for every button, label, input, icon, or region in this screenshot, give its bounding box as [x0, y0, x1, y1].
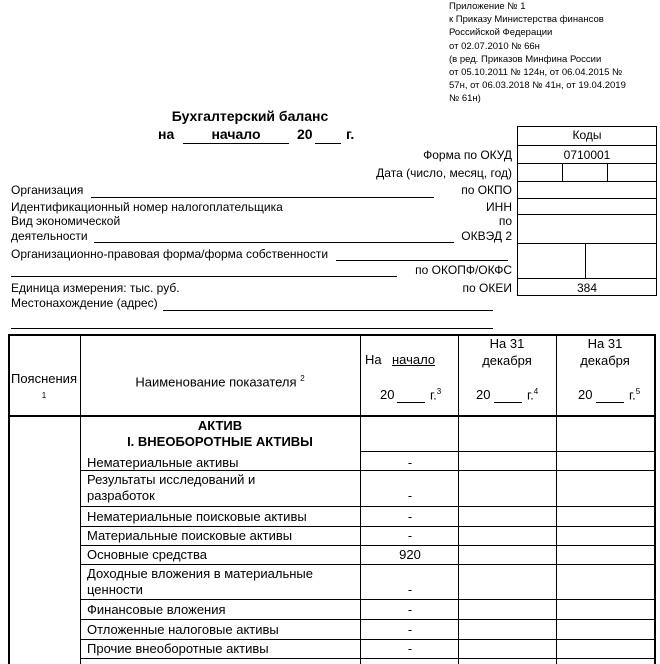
row-label-rnd-1: Результаты исследований и	[87, 472, 256, 487]
row-divider	[80, 564, 654, 565]
row-divider	[80, 470, 654, 471]
activity-label-1: Вид экономической	[11, 214, 121, 228]
date-label: Дата (число, месяц, год)	[376, 166, 512, 180]
date-divider	[562, 163, 563, 181]
col5-year: 20	[578, 387, 593, 402]
col3-year-line[interactable]	[397, 402, 425, 403]
col5-line2: декабря	[580, 353, 630, 368]
okved-label-2: ОКВЭД 2	[461, 229, 512, 243]
col5-sup: 5	[635, 387, 641, 396]
row-label-fixed-assets: Основные средства	[87, 547, 207, 562]
legal-form-label: Организационно-правовая форма/форма собственности	[11, 247, 329, 261]
date-divider	[607, 163, 608, 181]
col5-g	[629, 387, 640, 402]
title-na: на	[158, 126, 175, 142]
col5-line1: На 31	[587, 336, 623, 351]
approval-line: Российской Федерации	[449, 27, 553, 39]
row-label-intangible-exploration: Нематериальные поисковые активы	[87, 509, 307, 524]
org-label: Организация	[11, 183, 84, 197]
section-noncurrent: I. ВНЕОБОРОТНЫЕ АКТИВЫ	[127, 434, 313, 449]
codes-divider	[517, 181, 657, 182]
okpo-label: по ОКПО	[461, 183, 512, 197]
col5-g-text: г.	[629, 387, 636, 403]
row-label-intangible: Нематериальные активы	[87, 455, 239, 470]
codes-divider	[517, 243, 657, 244]
okud-label: Форма по ОКУД	[423, 148, 512, 162]
approval-line: Приложение № 1	[449, 1, 526, 12]
col-divider	[458, 334, 459, 664]
col5-header	[556, 335, 654, 369]
title-period[interactable]: начало	[211, 126, 261, 142]
document-title: Бухгалтерский баланс	[171, 108, 329, 124]
col-name-text: Наименование показателя	[135, 374, 297, 390]
okei-value: 384	[576, 281, 598, 295]
col-divider	[556, 334, 557, 664]
col-name-header	[80, 370, 360, 390]
col3-period: начало	[392, 352, 436, 367]
period-underline	[183, 143, 289, 144]
row-value-deferred-tax[interactable]: -	[407, 622, 413, 637]
row-divider	[360, 451, 654, 452]
title-g: г.	[346, 126, 355, 142]
header-divider	[8, 415, 655, 417]
col3-na: На	[365, 352, 382, 367]
unit-label: Единица измерения: тыс. руб.	[11, 281, 180, 295]
row-value-intangible-exploration[interactable]: -	[407, 509, 413, 524]
col4-line1: На 31	[489, 336, 525, 351]
table-border-right	[654, 334, 656, 664]
row-value-intangible[interactable]: -	[407, 455, 413, 470]
row-value-other-noncurrent[interactable]: -	[407, 641, 413, 656]
row-value-fixed-assets[interactable]: 920	[399, 547, 421, 562]
row-divider	[80, 639, 654, 640]
codes-header: Коды	[572, 128, 602, 142]
col3-g-text: г.	[430, 387, 437, 403]
approval-line: от 02.07.2010 № 66н	[449, 40, 540, 52]
title-year: 20	[297, 126, 313, 142]
col4-year: 20	[476, 387, 491, 402]
activity-input-line[interactable]	[94, 242, 454, 243]
col-notes-sup: 1	[41, 391, 47, 400]
row-divider	[80, 599, 654, 600]
row-value-income-investments[interactable]: -	[407, 582, 413, 597]
col4-g-text: г.	[527, 387, 534, 403]
row-divider	[80, 545, 654, 546]
okud-value: 0710001	[563, 148, 611, 162]
col3-sup: 3	[436, 387, 442, 396]
address-label: Местонахождение (адрес)	[11, 296, 158, 310]
inn-label: ИНН	[486, 200, 512, 214]
approval-line: к Приказу Министерства финансов	[449, 14, 604, 26]
section-aktiv: АКТИВ	[197, 418, 243, 433]
approval-block	[449, 0, 626, 106]
okei-label: по ОКЕИ	[462, 281, 512, 295]
legal-form-input-line[interactable]	[336, 260, 508, 261]
approval-line: (в ред. Приказов Минфина России	[449, 53, 602, 65]
legal-form-input-line-2[interactable]	[11, 276, 397, 277]
codes-divider	[517, 163, 657, 164]
codes-divider	[517, 198, 657, 199]
col3-year: 20	[380, 387, 395, 402]
row-divider	[80, 619, 654, 620]
col4-year-line[interactable]	[494, 402, 522, 403]
codes-divider	[517, 278, 657, 279]
col-name-sup: 2	[300, 374, 305, 383]
col4-header	[458, 335, 556, 369]
inn-field-label: Идентификационный номер налогоплательщика	[11, 200, 283, 214]
okopf-divider	[585, 243, 586, 278]
row-label-income-investments-1: Доходные вложения в материальные	[87, 566, 313, 581]
address-input-line-2[interactable]	[11, 328, 493, 329]
col3-g	[430, 387, 441, 402]
col-divider	[360, 334, 361, 664]
row-label-rnd-2: разработок	[87, 488, 155, 503]
row-value-rnd[interactable]: -	[407, 488, 413, 503]
col4-line2: декабря	[482, 353, 532, 368]
address-input-line[interactable]	[163, 310, 493, 311]
approval-line: 57н, от 06.03.2018 № 41н, от 19.04.2019	[449, 80, 626, 92]
codes-divider	[517, 214, 657, 215]
year-underline[interactable]	[315, 143, 341, 144]
row-label-tangible-exploration: Материальные поисковые активы	[87, 528, 293, 543]
row-label-income-investments-2: ценности	[87, 582, 143, 597]
col-notes-text: Пояснения	[10, 371, 77, 386]
col5-year-line[interactable]	[596, 402, 624, 403]
org-input-line[interactable]	[91, 197, 434, 198]
col4-g	[527, 387, 538, 402]
col4-sup: 4	[533, 387, 539, 396]
row-value-financial-investments[interactable]: -	[407, 602, 413, 617]
row-label-financial-investments: Финансовые вложения	[87, 602, 226, 617]
col-notes-header	[8, 370, 80, 407]
row-divider	[80, 526, 654, 527]
activity-label-2: деятельности	[11, 229, 88, 243]
row-value-tangible-exploration[interactable]: -	[407, 528, 413, 543]
row-label-deferred-tax: Отложенные налоговые активы	[87, 622, 279, 637]
codes-divider	[517, 145, 657, 146]
approval-line: № 61н)	[449, 93, 481, 105]
row-label-other-noncurrent: Прочие внеоборотные активы	[87, 641, 269, 656]
okved-label-1: по	[498, 214, 512, 228]
okopf-label: по ОКОПФ/ОКФС	[415, 263, 512, 277]
row-divider	[80, 506, 654, 507]
row-divider	[80, 658, 654, 659]
approval-line: от 05.10.2011 № 124н, от 06.04.2015 №	[449, 66, 623, 78]
